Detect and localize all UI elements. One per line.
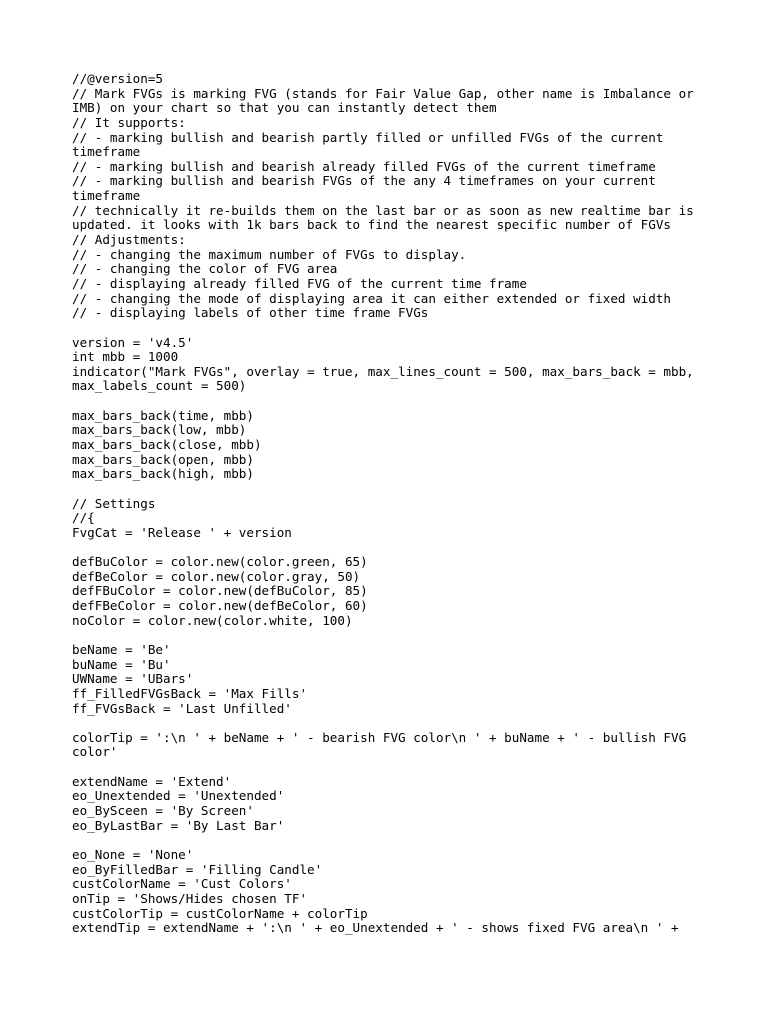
code-line: indicator("Mark FVGs", overlay = true, max_lines_count = 500, max_bars_back = mbb, xyxy=(72,363,694,379)
code-line: version = 'v4.5' xyxy=(72,334,194,350)
code-line: max_bars_back(high, mbb) xyxy=(72,466,254,482)
code-line: UWName = 'UBars' xyxy=(72,671,194,687)
code-line: eo_None = 'None' xyxy=(72,846,194,862)
code-line: timeframe xyxy=(72,144,141,160)
code-line: beName = 'Be' xyxy=(72,641,171,657)
code-line: colorTip = ':\n ' + beName + ' - bearish FVG color\n ' + buName + ' - bullish FVG xyxy=(72,729,687,745)
code-line: custColorTip = custColorName + colorTip xyxy=(72,905,368,921)
blank-line xyxy=(72,833,702,848)
code-line: defBeColor = color.new(color.gray, 50) xyxy=(72,568,361,584)
code-line: //{ xyxy=(72,510,95,526)
code-line: // Adjustments: xyxy=(72,232,186,248)
code-line: noColor = color.new(color.white, 100) xyxy=(72,612,353,628)
code-line: extendTip = extendName + ':\n ' + eo_Unextended + ' - shows fixed FVG area\n ' + xyxy=(72,920,679,936)
code-line: timeframe xyxy=(72,188,141,204)
code-line: color' xyxy=(72,744,118,760)
code-line: // - marking bullish and bearish partly filled or unfilled FVGs of the current xyxy=(72,129,664,145)
blank-line xyxy=(72,628,702,643)
code-listing xyxy=(72,72,702,936)
code-line: //@version=5 xyxy=(72,71,163,86)
code-line: FvgCat = 'Release ' + version xyxy=(72,524,292,540)
blank-line xyxy=(72,482,702,497)
blank-line xyxy=(72,541,702,556)
code-line: max_labels_count = 500) xyxy=(72,378,247,394)
blank-line xyxy=(72,321,702,336)
code-line: max_bars_back(open, mbb) xyxy=(72,451,254,467)
code-line: eo_ByFilledBar = 'Filling Candle' xyxy=(72,861,323,877)
code-line: // - marking bullish and bearish already filled FVGs of the current timeframe xyxy=(72,158,656,174)
code-line: // - changing the color of FVG area xyxy=(72,261,338,277)
code-line: // - displaying already filled FVG of the current time frame xyxy=(72,275,527,291)
code-line: // - changing the maximum number of FVGs to display. xyxy=(72,246,467,262)
code-line: max_bars_back(low, mbb) xyxy=(72,422,247,438)
code-line: eo_ByLastBar = 'By Last Bar' xyxy=(72,817,285,833)
code-line: updated. it looks with 1k bars back to find the nearest specific number of FGVs xyxy=(72,217,671,233)
code-line: // technically it re-builds them on the last bar or as soon as new realtime bar is xyxy=(72,202,694,218)
code-line: // - displaying labels of other time frame FVGs xyxy=(72,305,429,321)
code-line: defFBuColor = color.new(defBuColor, 85) xyxy=(72,583,368,599)
code-line: onTip = 'Shows/Hides chosen TF' xyxy=(72,890,308,906)
code-line: IMB) on your chart so that you can instantly detect them xyxy=(72,100,497,116)
code-line: defBuColor = color.new(color.green, 65) xyxy=(72,554,368,570)
code-line: // - marking bullish and bearish FVGs of the any 4 timeframes on your current xyxy=(72,173,656,189)
code-line: extendName = 'Extend' xyxy=(72,773,232,789)
code-line: eo_BySceen = 'By Screen' xyxy=(72,803,254,819)
code-line: custColorName = 'Cust Colors' xyxy=(72,876,292,892)
code-line: max_bars_back(close, mbb) xyxy=(72,437,262,453)
blank-line xyxy=(72,760,702,775)
code-line: buName = 'Bu' xyxy=(72,656,171,672)
code-line: ff_FilledFVGsBack = 'Max Fills' xyxy=(72,685,308,701)
code-line: ff_FVGsBack = 'Last Unfilled' xyxy=(72,700,292,716)
code-line: defFBeColor = color.new(defBeColor, 60) xyxy=(72,598,368,614)
code-line: int mbb = 1000 xyxy=(72,349,179,365)
code-line: // Settings xyxy=(72,495,156,511)
code-line: eo_Unextended = 'Unextended' xyxy=(72,788,285,804)
blank-line xyxy=(72,394,702,409)
blank-line xyxy=(72,716,702,731)
code-line: max_bars_back(time, mbb) xyxy=(72,407,254,423)
code-line: // It supports: xyxy=(72,114,186,130)
code-line: // Mark FVGs is marking FVG (stands for Fair Value Gap, other name is Imbalance or xyxy=(72,85,694,101)
code-line: // - changing the mode of displaying area it can either extended or fixed width xyxy=(72,290,671,306)
